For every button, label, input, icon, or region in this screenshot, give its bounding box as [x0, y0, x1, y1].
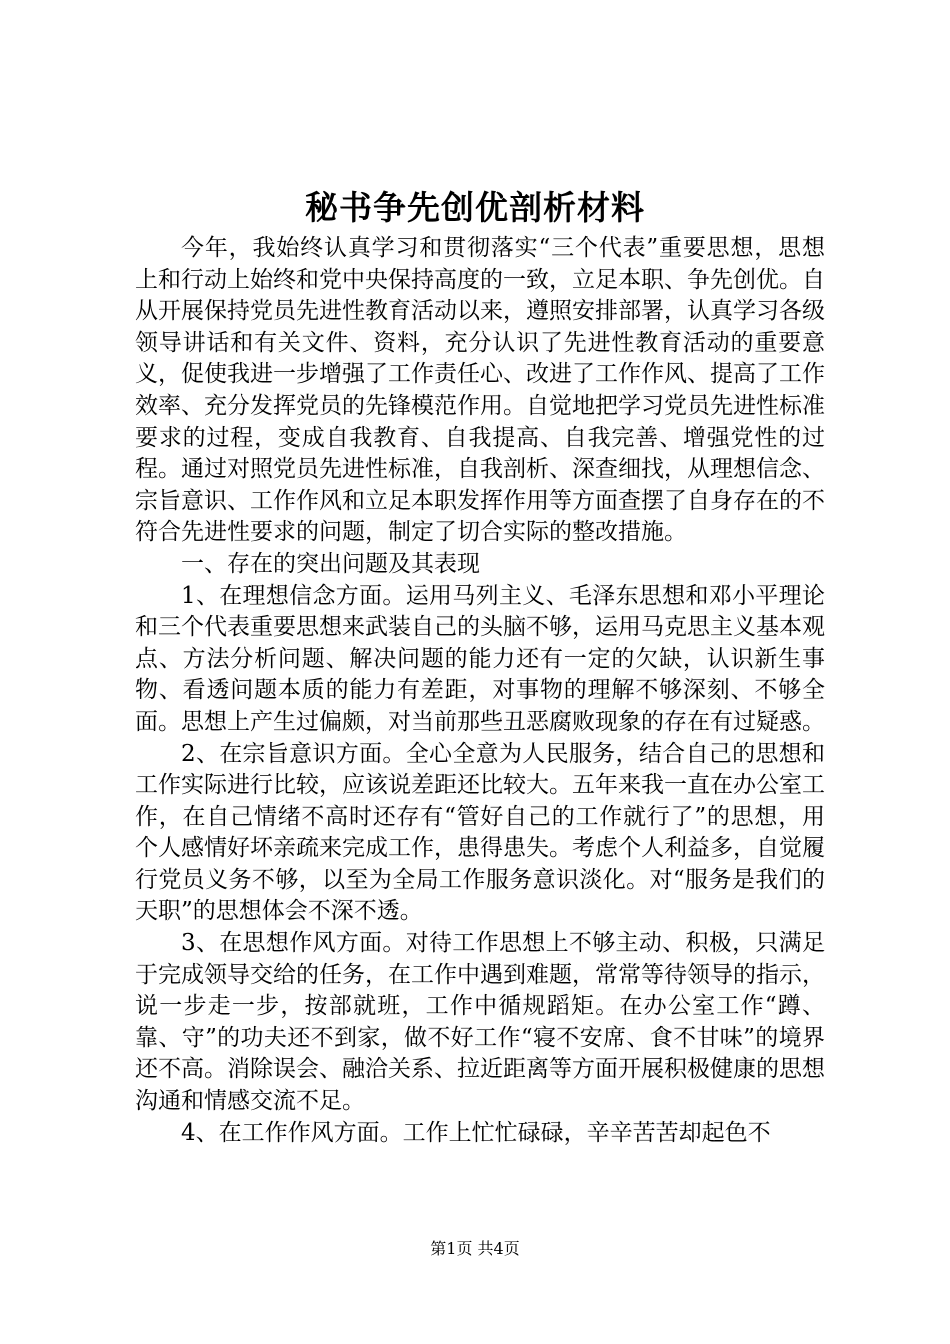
page-footer: 第1页 共4页 [430, 1239, 520, 1258]
item-1-paragraph: 1、在理想信念方面。运用马列主义、毛泽东思想和邓小平理论和三个代表重要思想来武装自己的头脑不够，运用马克思主义基本观点、方法分析问题、解决问题的能力还有一定的欠缺，认识新生事物、看透问题本质的能力有差距，对事物的理解不够深刻、不够全面。思想上产生过偏颇，对当前那些丑恶腐败现象的存在有过疑惑。 [135, 582, 825, 735]
item-2-paragraph: 2、在宗旨意识方面。全心全意为人民服务，结合自己的思想和工作实际进行比较，应该说差距还比较大。五年来我一直在办公室工作，在自己情绪不高时还存有“管好自己的工作就行了”的思想，用个人感情好坏亲疏来完成工作，患得患失。考虑个人利益多，自觉履行党员义务不够，以至为全局工作服务意识淡化。对“服务是我们的天职”的思想体会不深不透。 [135, 740, 825, 925]
intro-paragraph: 今年，我始终认真学习和贯彻落实“三个代表”重要思想，思想上和行动上始终和党中央保持高度的一致，立足本职、争先创优。自从开展保持党员先进性教育活动以来，遵照安排部署，认真学习各级领导讲话和有关文件、资料，充分认识了先进性教育活动的重要意义，促使我进一步增强了工作责任心、改进了工作作风、提高了工作效率、充分发挥党员的先锋模范作用。自觉地把学习党员先进性标准要求的过程，变成自我教育、自我提高、自我完善、增强党性的过程。通过对照党员先进性标准，自我剖析、深查细找，从理想信念、宗旨意识、工作作风和立足本职发挥作用等方面查摆了自身存在的不符合先进性要求的问题，制定了切合实际的整改措施。 [135, 235, 825, 546]
item-4-paragraph: 4、在工作作风方面。工作上忙忙碌碌，辛辛苦苦却起色不 [181, 1119, 771, 1146]
document-body [135, 233, 825, 1149]
section-heading: 一、存在的突出问题及其表现 [181, 550, 480, 577]
item-3-paragraph: 3、在思想作风方面。对待工作思想上不够主动、积极，只满足于完成领导交给的任务，在工作中遇到难题，常常等待领导的指示，说一步走一步，按部就班，工作中循规蹈矩。在办公室工作“蹲、靠、守”的功夫还不到家，做不好工作“寝不安席、食不甘味”的境界还不高。消除误会、融洽关系、拉近距离等方面开展积极健康的思想沟通和情感交流不足。 [135, 930, 825, 1115]
document-title: 秘书争先创优剖析材料 [305, 188, 645, 227]
